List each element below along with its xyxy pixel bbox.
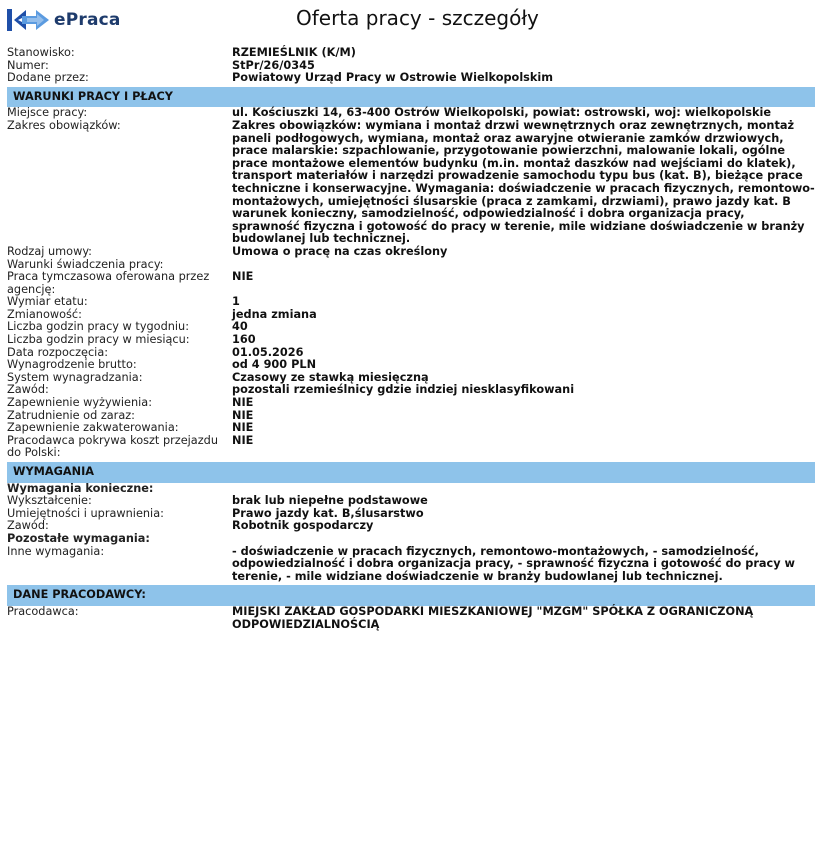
field-label: Warunki świadczenia pracy: bbox=[7, 257, 164, 271]
field-value: NIE bbox=[232, 433, 254, 447]
field-value: NIE bbox=[232, 270, 254, 284]
field-value bbox=[232, 259, 815, 272]
logo-text: ePraca bbox=[54, 10, 121, 30]
detail-row bbox=[7, 47, 815, 60]
field-label: Stanowisko: bbox=[7, 46, 75, 59]
field-label: Inne wymagania: bbox=[7, 544, 105, 558]
field-label: Zatrudnienie od zaraz: bbox=[7, 408, 135, 422]
section-title: WYMAGANIA bbox=[7, 461, 815, 483]
field-label: Praca tymczasowa oferowana przez agencję: bbox=[7, 270, 210, 296]
offer-details-table bbox=[7, 47, 815, 631]
field-value: NIE bbox=[232, 421, 254, 435]
subsection-title: Pozostałe wymagania: bbox=[7, 531, 150, 545]
detail-row bbox=[7, 508, 815, 521]
page-header bbox=[0, 0, 818, 40]
field-label: Liczba godzin pracy w miesiącu: bbox=[7, 333, 190, 347]
field-value: 160 bbox=[232, 333, 256, 347]
field-value: Umowa o pracę na czas określony bbox=[232, 244, 448, 258]
field-label: Zapewnienie wyżywienia: bbox=[7, 396, 153, 410]
field-label: Wymiar etatu: bbox=[7, 295, 88, 309]
field-label: Data rozpoczęcia: bbox=[7, 345, 109, 359]
field-value: 1 bbox=[232, 295, 240, 309]
detail-row bbox=[7, 296, 815, 309]
field-value: NIE bbox=[232, 396, 254, 410]
field-value: pozostali rzemieślnicy gdzie indziej niesklasyfikowani bbox=[232, 383, 575, 397]
field-label: Umiejętności i uprawnienia: bbox=[7, 506, 164, 520]
detail-row bbox=[7, 606, 815, 631]
detail-row bbox=[7, 334, 815, 347]
field-label: Pracodawca pokrywa koszt przejazdu do Polski: bbox=[7, 433, 218, 460]
field-label: Dodane przez: bbox=[7, 71, 89, 85]
subsection-heading bbox=[7, 533, 815, 546]
field-label: Zmianowość: bbox=[7, 307, 82, 321]
field-label: Zawód: bbox=[7, 383, 49, 397]
detail-row bbox=[7, 435, 815, 461]
field-value: Czasowy ze stawką miesięczną bbox=[232, 370, 429, 384]
field-value: 40 bbox=[232, 320, 248, 334]
field-value: - doświadczenie w pracach fizycznych, remontowo-montażowych, - samodzielność, odpowiedzialność i dobra organizacja pracy, - sprawność fizyczna i gotowość do pracy w terenie, - mile widziane doświadczenie w branży budowlanej lub technicznej. bbox=[232, 544, 795, 583]
section-header bbox=[7, 584, 815, 606]
field-value: jedna zmiana bbox=[232, 307, 317, 321]
detail-row bbox=[7, 546, 815, 585]
field-label: Zakres obowiązków: bbox=[7, 118, 121, 132]
field-label: Miejsce pracy: bbox=[7, 106, 88, 120]
field-label: Numer: bbox=[7, 58, 49, 72]
subsection-title: Wymagania konieczne: bbox=[7, 481, 154, 495]
field-label: Rodzaj umowy: bbox=[7, 244, 92, 258]
field-label: Wynagrodzenie brutto: bbox=[7, 358, 137, 372]
field-value: Robotnik gospodarczy bbox=[232, 519, 374, 533]
field-value: MIEJSKI ZAKŁAD GOSPODARKI MIESZKANIOWEJ "MZGM" SPÓŁKA Z OGRANICZONĄ ODPOWIEDZIALNOŚCIĄ bbox=[232, 604, 754, 631]
detail-row bbox=[7, 271, 815, 296]
field-value: RZEMIEŚLNIK (K/M) bbox=[232, 46, 356, 59]
field-value: StPr/26/0345 bbox=[232, 58, 315, 72]
section-header bbox=[7, 461, 815, 483]
field-label: System wynagradzania: bbox=[7, 370, 143, 384]
field-label: Wykształcenie: bbox=[7, 494, 92, 508]
page-title: Oferta pracy - szczegóły bbox=[296, 6, 539, 30]
field-value: Prawo jazdy kat. B,ślusarstwo bbox=[232, 506, 424, 520]
field-value: od 4 900 PLN bbox=[232, 358, 317, 372]
detail-row bbox=[7, 246, 815, 259]
detail-row bbox=[7, 120, 815, 246]
detail-row bbox=[7, 397, 815, 410]
field-value: Zakres obowiązków: wymiana i montaż drzwi wewnętrznych oraz zewnętrznych, montaż paneli podłogowych, wymiana, montaż oraz awaryjne otwieranie zamków drzwiowych, prace malarskie: szpachlowanie, przygotowanie powierzchni, malowanie lokali, ogólne prace montażowe elementów budynku (m.in. montaż daszków nad wejściami do klatek), transport materiałów i narzędzi prowadzenie samochodu typu bus (kat. B), bieżące prace techniczne i konserwacyjne. Wymagania: doświadczenie w pracach fizycznych, remontowo-montażowych, umiejętności ślusarskie (praca z zamkami, drzwiami), prawo jazdy kat. B warunek konieczny, samodzielność, odpowiedzialność i dobra organizacja pracy, sprawność fizyczna i gotowość do pracy w terenie, mile widziane doświadczenie w branży budowlanej lub technicznej. bbox=[232, 118, 815, 246]
epraca-logo[interactable] bbox=[6, 6, 121, 34]
section-title: DANE PRACODAWCY: bbox=[7, 584, 815, 606]
field-label: Zapewnienie zakwaterowania: bbox=[7, 421, 179, 435]
section-title: WARUNKI PRACY I PŁACY bbox=[7, 86, 815, 108]
field-label: Zawód: bbox=[7, 519, 49, 533]
field-value: Powiatowy Urząd Pracy w Ostrowie Wielkopolskim bbox=[232, 71, 554, 85]
field-label: Liczba godzin pracy w tygodniu: bbox=[7, 320, 190, 334]
detail-row bbox=[7, 422, 815, 435]
field-value: 01.05.2026 bbox=[232, 345, 304, 359]
epraca-logo-icon bbox=[6, 7, 50, 33]
field-value: brak lub niepełne podstawowe bbox=[232, 494, 428, 508]
field-value: ul. Kościuszki 14, 63-400 Ostrów Wielkopolski, powiat: ostrowski, woj: wielkopolskie bbox=[232, 106, 772, 120]
field-value: NIE bbox=[232, 408, 254, 422]
detail-row bbox=[7, 495, 815, 508]
section-header bbox=[7, 86, 815, 108]
detail-row bbox=[7, 72, 815, 86]
detail-row bbox=[7, 359, 815, 372]
offer-details-rows bbox=[7, 47, 815, 631]
field-label: Pracodawca: bbox=[7, 604, 79, 618]
